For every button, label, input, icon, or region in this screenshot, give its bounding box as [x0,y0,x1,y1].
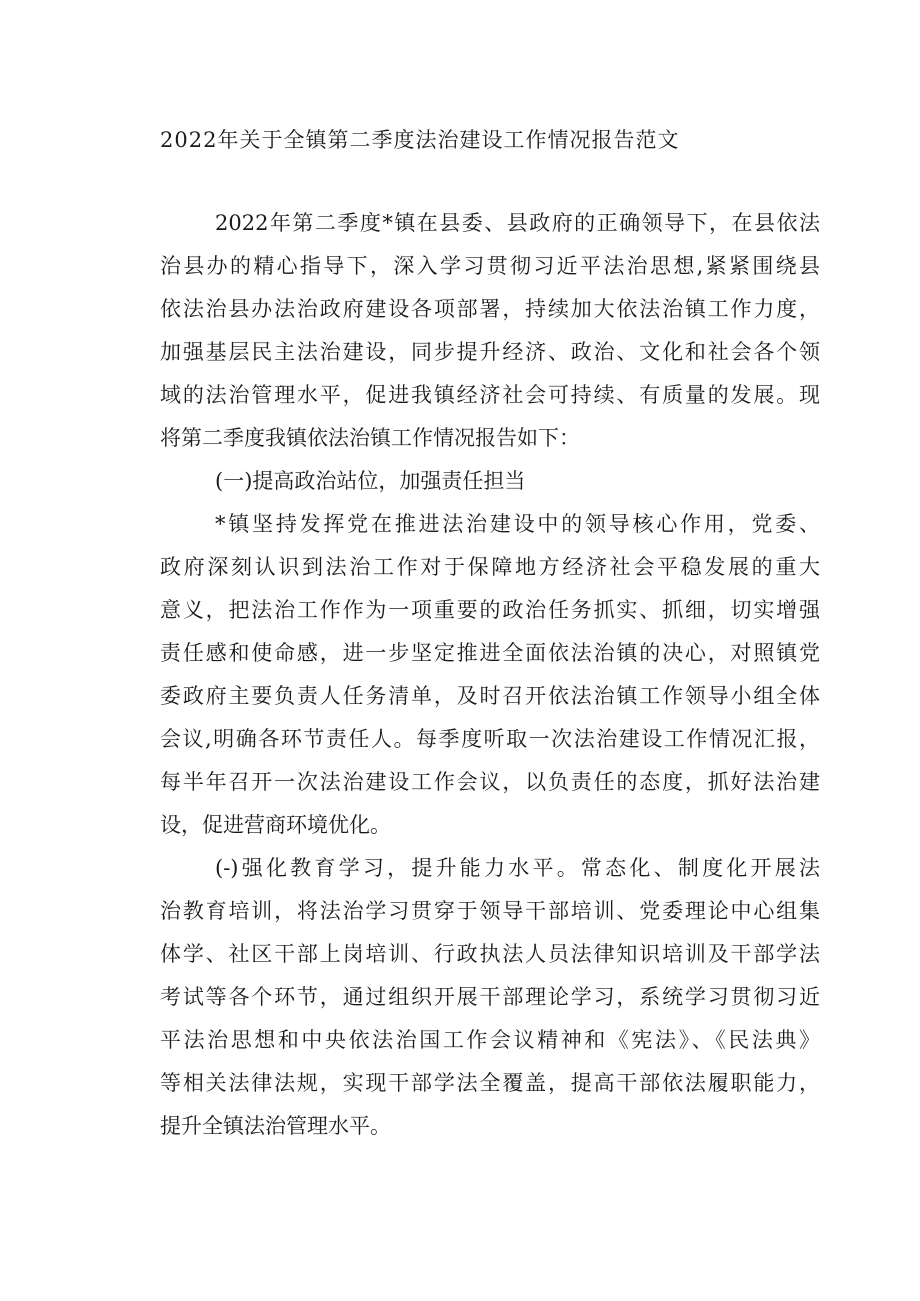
paragraph-line: 加强基层民主法治建设，同步提升经济、政治、文化和社会各个领 [160,340,820,364]
paragraph-line: 等相关法律法规，实现干部学法全覆盖，提高干部依法履职能力， [160,1071,820,1095]
paragraph-line: 意义，把法治工作作为一项重要的政治任务抓实、抓细，切实增强 [160,598,820,622]
paragraph-line: 将第二季度我镇依法治镇工作情况报告如下： [160,426,580,450]
paragraph-line: 2022年第二季度*镇在县委、县政府的正确领导下，在县依法 [215,211,820,235]
paragraph-line: 平法治思想和中央依法治国工作会议精神和《宪法》、《民法典》 [160,1028,820,1052]
paragraph-line: 责任感和使命感，进一步坚定推进全面依法治镇的决心，对照镇党 [160,641,820,665]
paragraph-line: 依法治县办法治政府建设各项部署，持续加大依法治镇工作力度， [160,297,820,321]
paragraph-line: 治县办的精心指导下，深入学习贯彻习近平法治思想,紧紧围绕县 [160,254,820,278]
paragraph-line: 设，促进营商环境优化。 [160,813,391,837]
paragraph-line: 会议,明确各环节责任人。每季度听取一次法治建设工作情况汇报， [160,727,820,751]
paragraph-line: 政府深刻认识到法治工作对于保障地方经济社会平稳发展的重大 [160,555,820,579]
paragraph-line: 每半年召开一次法治建设工作会议，以负责任的态度，抓好法治建 [160,770,820,794]
paragraph-line: (-)强化教育学习，提升能力水平。常态化、制度化开展法 [215,856,820,880]
paragraph-line: 考试等各个环节，通过组织开展干部理论学习，系统学习贯彻习近 [160,985,820,1009]
paragraph-line: *镇坚持发挥党在推进法治建设中的领导核心作用，党委、 [215,512,820,536]
section-heading: (一)提高政治站位，加强责任担当 [215,469,526,493]
paragraph-line: 域的法治管理水平，促进我镇经济社会可持续、有质量的发展。现 [160,383,820,407]
paragraph-line: 体学、社区干部上岗培训、行政执法人员法律知识培训及干部学法 [160,942,820,966]
paragraph-line: 治教育培训，将法治学习贯穿于领导干部培训、党委理论中心组集 [160,899,820,923]
paragraph-line: 委政府主要负责人任务清单，及时召开依法治镇工作领导小组全体 [160,684,820,708]
document-title: 2022年关于全镇第二季度法治建设工作情况报告范文 [160,128,680,152]
paragraph-line: 提升全镇法治管理水平。 [160,1114,391,1138]
